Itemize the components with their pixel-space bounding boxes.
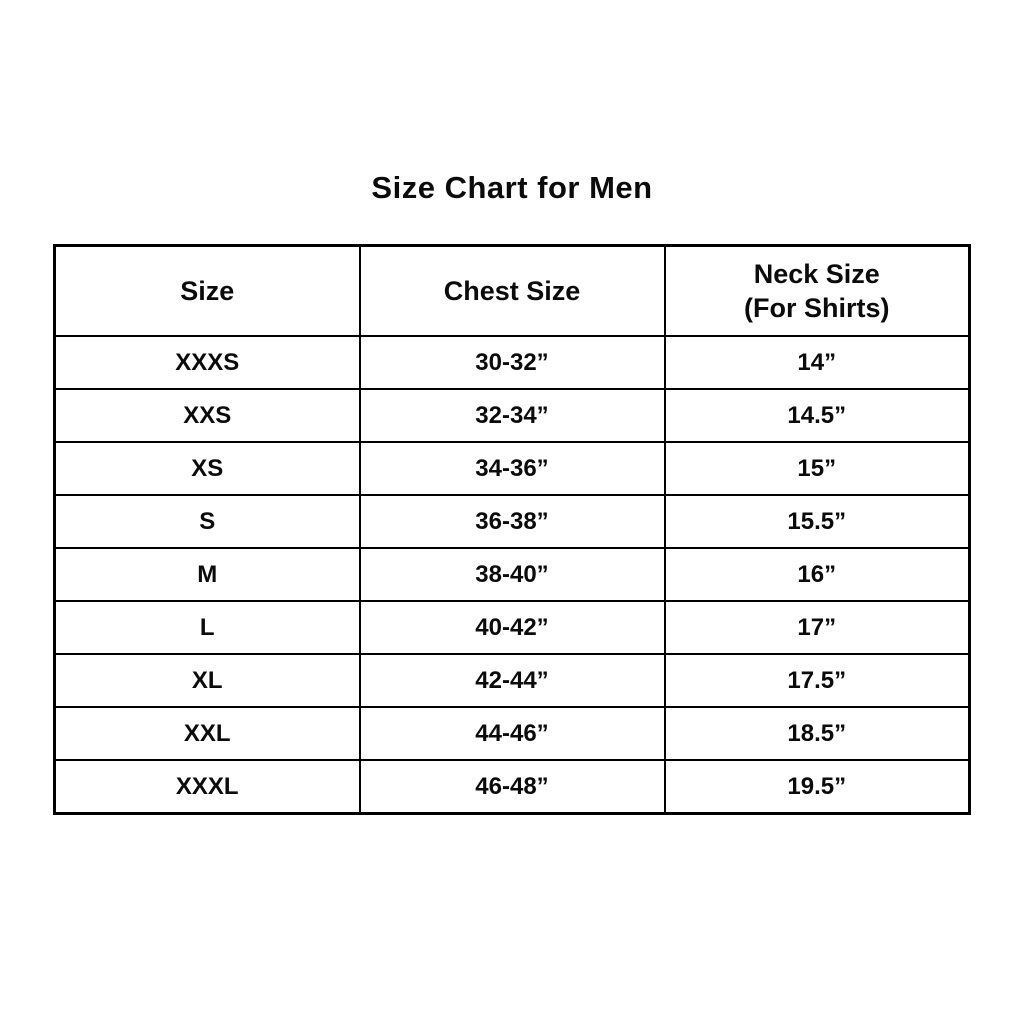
table-cell: XL — [55, 654, 360, 707]
header-cell-chest-size — [360, 246, 665, 337]
table-row — [55, 654, 970, 707]
header-cell-neck-size — [665, 246, 970, 337]
table-cell: 40-42” — [360, 601, 665, 654]
table-cell: 30-32” — [360, 336, 665, 389]
table-cell: 38-40” — [360, 548, 665, 601]
table-cell: L — [55, 601, 360, 654]
table-cell: 17.5” — [665, 654, 970, 707]
table-row — [55, 601, 970, 654]
table-cell: 36-38” — [360, 495, 665, 548]
table-cell: 16” — [665, 548, 970, 601]
table-cell: 14.5” — [665, 389, 970, 442]
table-cell: XXS — [55, 389, 360, 442]
table-body — [55, 336, 970, 814]
table-cell: 15.5” — [665, 495, 970, 548]
table-cell: S — [55, 495, 360, 548]
header-sublabel: (For Shirts) — [744, 293, 890, 323]
table-cell: 15” — [665, 442, 970, 495]
header-cell-size — [55, 246, 360, 337]
header-label: Chest Size — [443, 276, 581, 306]
header-label: Size — [180, 276, 235, 306]
table-row — [55, 442, 970, 495]
table-cell: M — [55, 548, 360, 601]
table-row — [55, 548, 970, 601]
table-cell: XXXL — [55, 760, 360, 814]
table-cell: 32-34” — [360, 389, 665, 442]
table-cell: 44-46” — [360, 707, 665, 760]
size-chart-table — [53, 244, 971, 815]
table-row — [55, 707, 970, 760]
header-label: Neck Size — [753, 259, 880, 289]
table-row — [55, 336, 970, 389]
table-cell: XS — [55, 442, 360, 495]
table-row — [55, 389, 970, 442]
header-row — [55, 246, 970, 337]
table-cell: 34-36” — [360, 442, 665, 495]
table-cell: 14” — [665, 336, 970, 389]
table-cell: 42-44” — [360, 654, 665, 707]
table-row — [55, 760, 970, 814]
table-cell: 17” — [665, 601, 970, 654]
table-cell: 19.5” — [665, 760, 970, 814]
table-cell: 46-48” — [360, 760, 665, 814]
table-header — [55, 246, 970, 337]
table-cell: 18.5” — [665, 707, 970, 760]
table-cell: XXL — [55, 707, 360, 760]
table-cell: XXXS — [55, 336, 360, 389]
table-row — [55, 495, 970, 548]
page-title: Size Chart for Men — [371, 170, 653, 205]
